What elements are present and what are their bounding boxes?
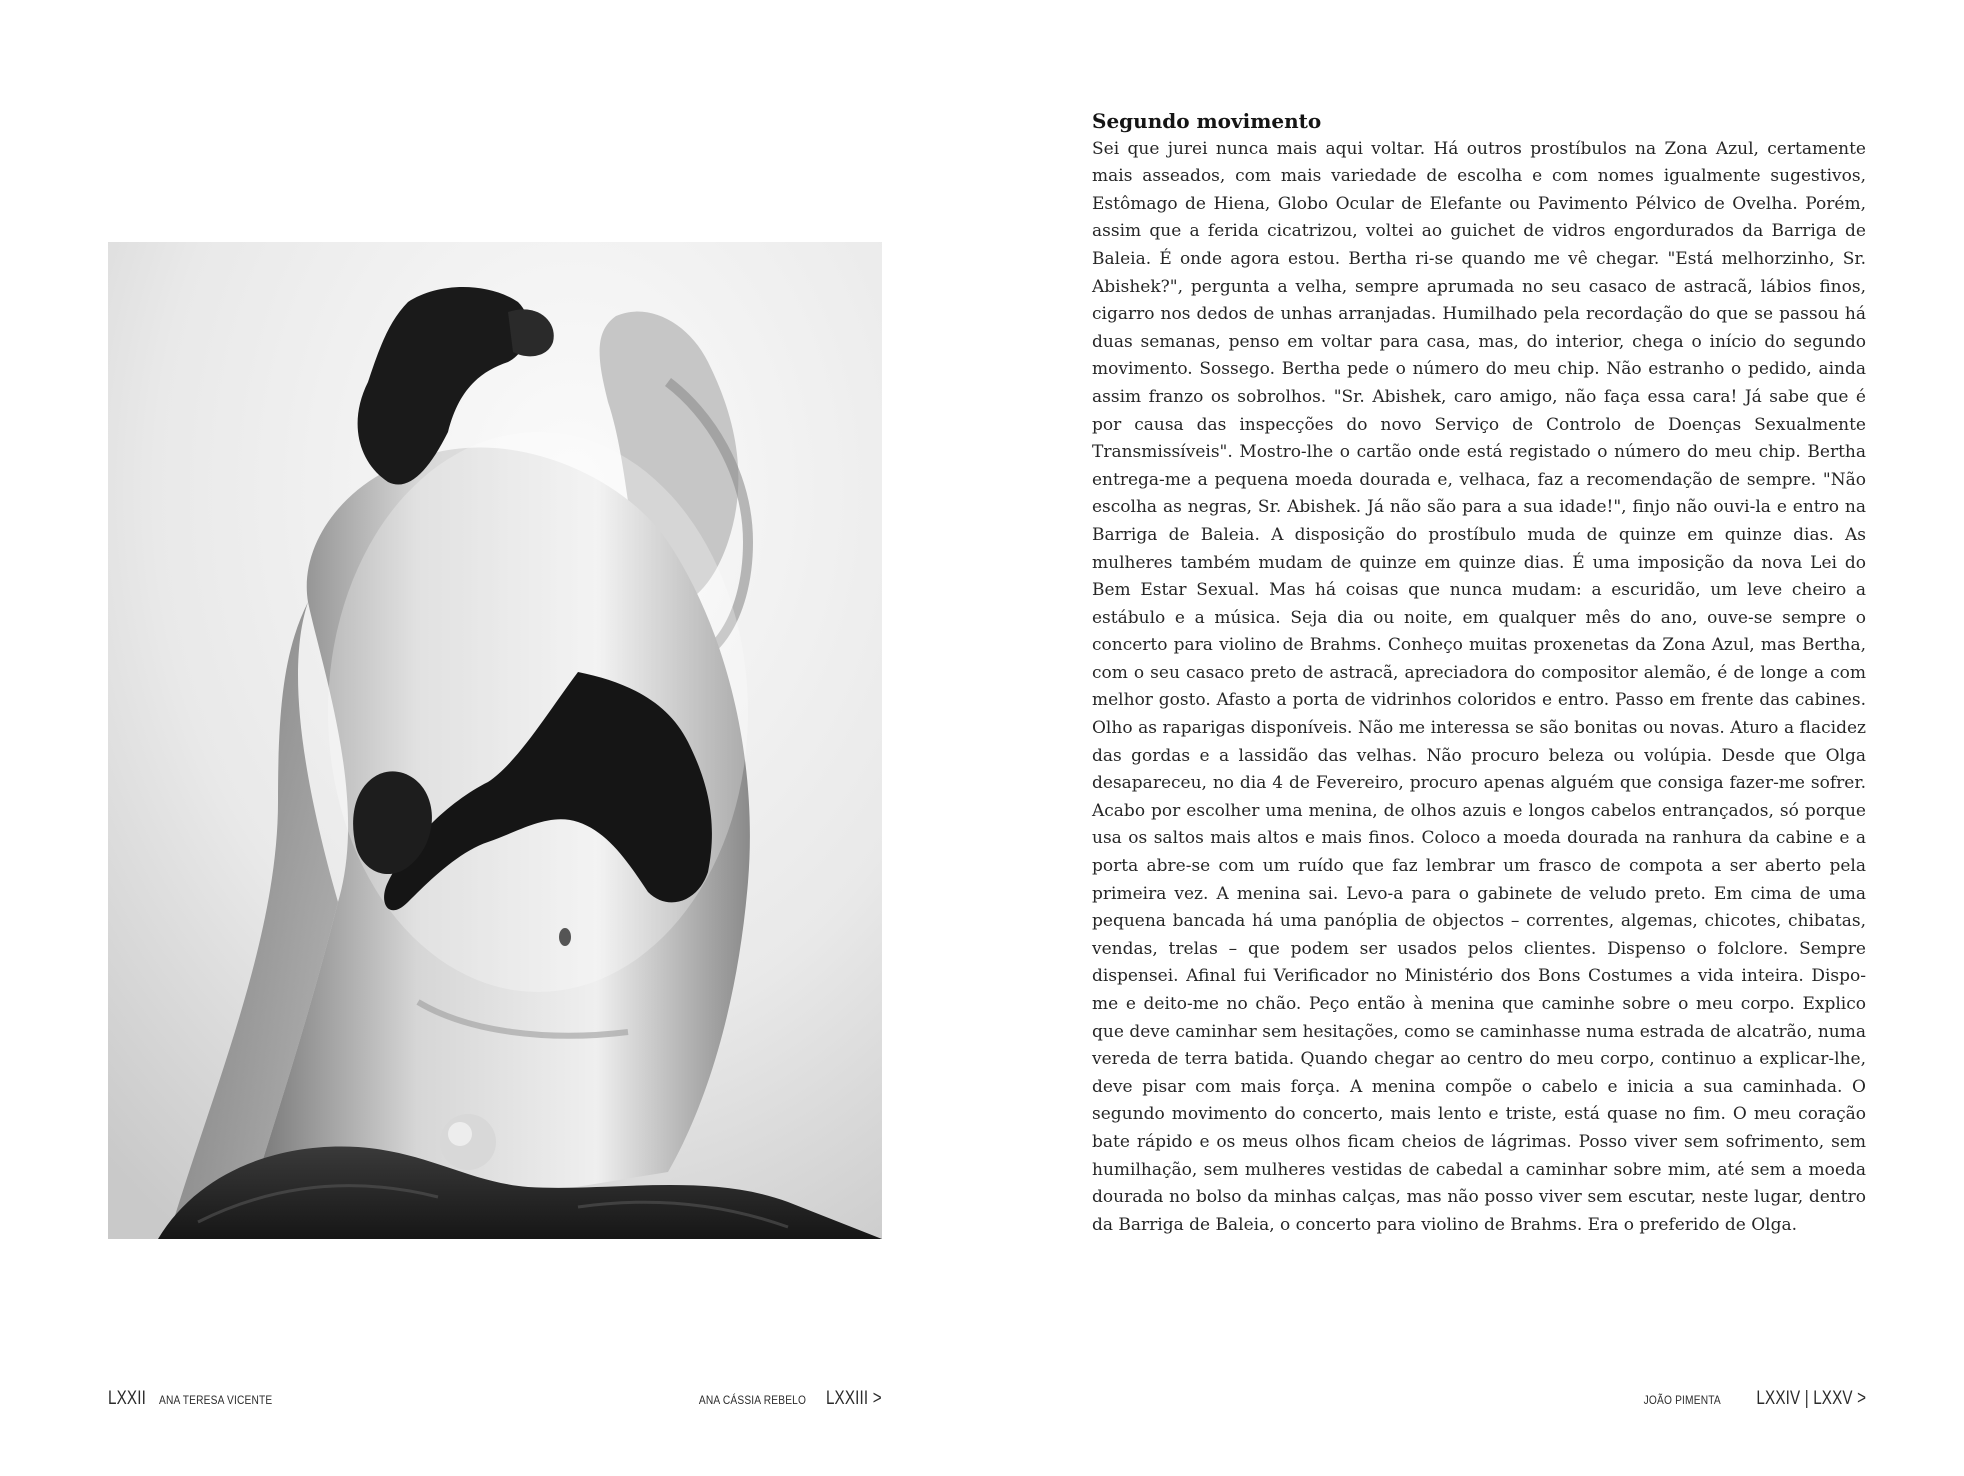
footer-left-page [108, 1388, 293, 1412]
photograph-artwork [108, 242, 882, 1239]
page-folio: LXXIV | LXXV > [1756, 1388, 1866, 1409]
article [1092, 108, 1866, 1239]
footer-middle [680, 1388, 882, 1412]
photograph [108, 242, 882, 1239]
page-folio: LXXIII > [826, 1388, 882, 1409]
footer-author: ANA CÁSSIA REBELO [699, 1393, 807, 1407]
footer-author: JOÃO PIMENTA [1643, 1393, 1721, 1407]
article-title: Segundo movimento [1092, 109, 1322, 133]
footer-author: ANA TERESA VICENTE [159, 1393, 273, 1407]
footer-right-page [1630, 1388, 1866, 1412]
article-body: Sei que jurei nunca mais aqui voltar. Há outros prostíbulos na Zona Azul, certamente mais asseados, com mais variedade de escolha e com nomes igualmente sugestivos, Estômago de Hiena, Globo Ocular de Elefante ou Pavimento Pélvico de Ovelha. Porém, assim que a ferida cicatrizou, voltei ao guichet de vidros engordurados da Barriga de Baleia. É onde agora estou. Bertha ri-se quando me vê chegar. "Está melhorzinho, Sr. Abishek?", pergunta a velha, sempre aprumada no seu casaco de astracã, lábios finos, cigarro nos dedos de unhas arranjadas. Humilhado pela recordação do que se passou há duas semanas, penso em voltar para casa, mas, do interior, chega o início do segundo movimento. Sossego. Bertha pede o número do meu chip. Não estranho o pedido, ainda assim franzo os sobrolhos. "Sr. Abishek, caro amigo, não faça essa cara! Já sabe que é por causa das inspecções do novo Serviço de Controlo de Doenças Sexualmente Transmissíveis". Mostro-lhe o cartão onde está registado o número do meu chip. Bertha entrega-me a pequena moeda dourada e, velhaca, faz a recomendação de sempre. "Não escolha as negras, Sr. Abishek. Já não são para a sua idade!", finjo não ouvi-la e entro na Barriga de Baleia. A disposição do prostíbulo muda de quinze em quinze dias. As mulheres também mudam de quinze em quinze dias. É uma imposição da nova Lei do Bem Estar Sexual. Mas há coisas que nunca mudam: a escuridão, um leve cheiro a estábulo e a música. Seja dia ou noite, em qualquer mês do ano, ouve-se sempre o concerto para violino de Brahms. Conheço muitas proxenetas da Zona Azul, mas Bertha, com o seu casaco preto de astracã, apreciadora do compositor alemão, é de longe a com melhor gosto. Afasto a porta de vidrinhos coloridos e entro. Passo em frente das cabines. Olho as raparigas disponíveis. Não me interessa se são bonitas ou novas. Aturo a flacidez das gordas e a lassidão das velhas. Não procuro beleza ou volúpia. Desde que Olga desapareceu, no dia 4 de Fevereiro, procuro apenas alguém que consiga fazer-me sofrer. Acabo por escolher uma menina, de olhos azuis e longos cabelos entrançados, só porque usa os saltos mais altos e mais finos. Coloco a moeda dourada na ranhura da cabine e a porta abre-se com um ruído que faz lembrar um frasco de compota a ser aberto pela primeira vez. A menina sai. Levo-a para o gabinete de veludo preto. Em cima de uma pequena bancada há uma panóplia de objectos – correntes, algemas, chicotes, chibatas, vendas, trelas – que podem ser usados pelos clientes. Dispenso o folclore. Sempre dispensei. Afinal fui Verificador no Ministério dos Bons Costumes a vida inteira. Dispo-me e deito-me no chão. Peço então à menina que caminhe sobre o meu corpo. Explico que deve caminhar sem hesitações, como se caminhasse numa estrada de alcatrão, numa vereda de terra batida. Quando chegar ao centro do meu corpo, continuo a explicar-lhe, deve pisar com mais força. A menina compõe o cabelo e inicia a sua caminhada. O segundo movimento do concerto, mais lento e triste, está quase no fim. O meu coração bate rápido e os meus olhos ficam cheios de lágrimas. Posso viver sem sofrimento, sem humilhação, sem mulheres vestidas de cabedal a caminhar sobre mim, até sem a moeda dourada no bolso da minhas calças, mas não posso viver sem escutar, neste lugar, dentro da Barriga de Baleia, o concerto para violino de Brahms. Era o preferido de Olga. [1092, 138, 1866, 1235]
page-folio: LXXII [108, 1388, 146, 1409]
